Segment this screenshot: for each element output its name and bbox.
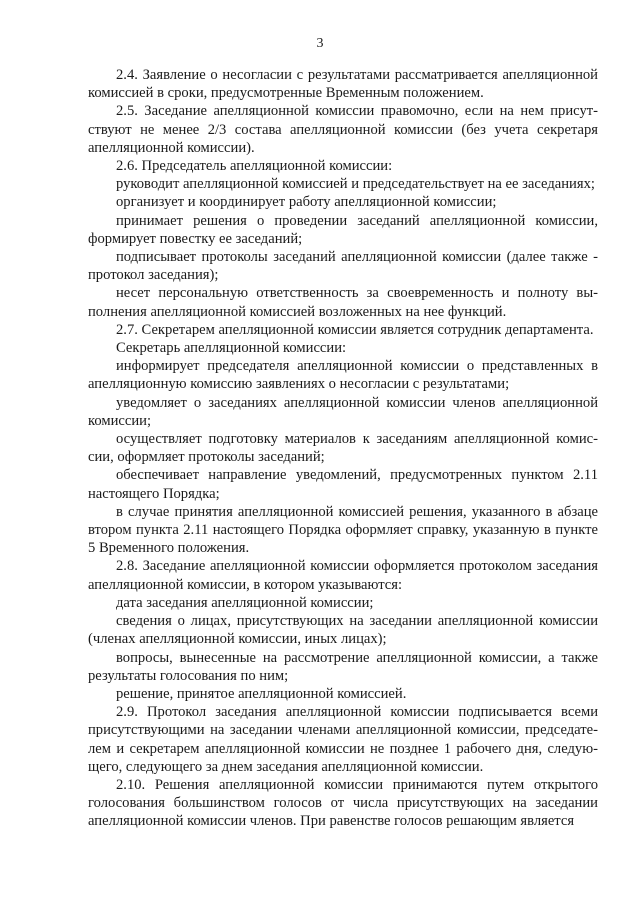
paragraph-protocol-item-4: решение, принятое апелляционной комиссией. bbox=[116, 685, 407, 702]
paragraph-chair-duty-5: несет персональную ответственность за своевременность и полноту выполнения апелляционной комиссией возложенных на нее функций. bbox=[88, 285, 598, 320]
paragraph-protocol-item-2: сведения о лицах, присутствующих на заседании апелляционной комиссии (членах апелляционной комиссии, иных лицах); bbox=[88, 613, 598, 648]
paragraph-2-6: 2.6. Председатель апелляционной комиссии: bbox=[116, 158, 393, 175]
paragraph-secretary-duty-4: обеспечивает направление уведомлений, предусмотренных пунктом 2.11 настоящего Порядка; bbox=[88, 467, 598, 502]
paragraph-secretary-duty-2: уведомляет о заседаниях апелляционной комиссии членов апелляционной комиссии; bbox=[88, 394, 598, 429]
paragraph-protocol-item-3: вопросы, вынесенные на рассмотрение апелляционной комиссии, а также результаты голосования по ним; bbox=[88, 649, 598, 684]
paragraph-secretary-duty-1: информирует председателя апелляционной комиссии о представленных в апелляционную комиссию заявлениях о несогласии с результатами; bbox=[88, 358, 598, 393]
paragraph-secretary-duty-5: в случае принятия апелляционной комиссией решения, указанного в абзаце втором пункта 2.11 настоящего Порядка оформляет справку, указанную в пункте 5 Временного положения. bbox=[88, 503, 598, 557]
paragraph-2-5: 2.5. Заседание апелляционной комиссии правомочно, если на нем присутствуют не менее 2/3 состава апелляционной комиссии (без учета секретаря апелляционной комиссии). bbox=[88, 103, 598, 156]
paragraph-2-10: 2.10. Решения апелляционной комиссии принимаются путем открытого голосования большинством голосов от числа присутствующих на заседании апелляционной комиссии членов. При равенстве голосов решающим является bbox=[88, 776, 598, 830]
paragraph-2-9: 2.9. Протокол заседания апелляционной комиссии подписывается всеми присутствующими на заседании членами апелляционной комиссии, председателем и секретарем апелляционной комиссии не позднее 1 рабочего дня, следующего, следующего за днем заседания апелляционной комиссии. bbox=[88, 704, 598, 775]
paragraph-2-4: 2.4. Заявление о несогласии с результатами рассматривается апелляционной комиссией в сроки, предусмотренные Временным положением. bbox=[88, 67, 598, 102]
paragraph-2-7: 2.7. Секретарем апелляционной комиссии является сотрудник департамента. bbox=[116, 321, 594, 338]
paragraph-chair-duty-2: организует и координирует работу апелляционной комиссии; bbox=[116, 194, 497, 211]
paragraph-secretary-heading: Секретарь апелляционной комиссии: bbox=[116, 340, 347, 357]
paragraph-chair-duty-4: подписывает протоколы заседаний апелляционной комиссии (далее также - протокол заседания); bbox=[88, 249, 598, 284]
paragraph-chair-duty-1: руководит апелляционной комиссией и председательствует на ее заседаниях; bbox=[116, 176, 595, 193]
document-body bbox=[88, 66, 598, 831]
paragraph-protocol-item-1: дата заседания апелляционной комиссии; bbox=[116, 594, 374, 611]
paragraph-2-8: 2.8. Заседание апелляционной комиссии оформляется протоколом заседания апелляционной комиссии, в котором указываются: bbox=[88, 558, 598, 593]
page-number: 3 bbox=[316, 36, 324, 51]
paragraph-secretary-duty-3: осуществляет подготовку материалов к заседаниям апелляционной комиссии, оформляет протоколы заседаний; bbox=[88, 431, 598, 466]
paragraph-chair-duty-3: принимает решения о проведении заседаний апелляционной комиссии, формирует повестку ее заседаний; bbox=[88, 212, 598, 247]
